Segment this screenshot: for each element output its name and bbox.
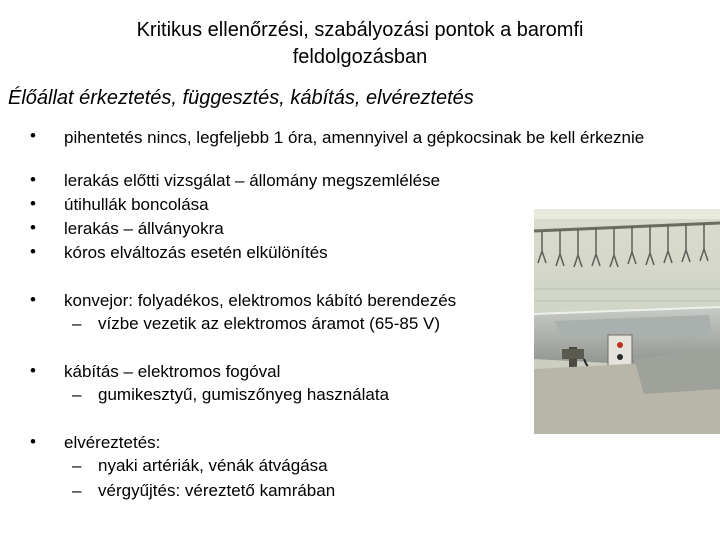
list-item: konvejor: folyadékos, elektromos kábító berendezés: [64, 291, 457, 310]
bullet-marker: •: [30, 194, 36, 213]
sub-item: gumikesztyű, gumiszőnyeg használata: [98, 385, 390, 404]
bullet-marker: •: [30, 170, 36, 189]
list-item: pihentetés nincs, legfeljebb 1 óra, amennyivel a gépkocsinak be kell érkeznie: [64, 128, 645, 147]
list-item: útihullák boncolása: [64, 195, 209, 214]
dash-marker: –: [72, 481, 82, 500]
bullet-marker: •: [30, 432, 36, 451]
dash-marker: –: [72, 314, 82, 333]
bullet-marker: •: [30, 126, 36, 145]
bullet-marker: •: [30, 218, 36, 237]
list-item: elvéreztetés:: [64, 433, 161, 452]
dash-marker: –: [72, 456, 82, 475]
sub-item: vérgyűjtés: véreztető kamrában: [98, 481, 336, 500]
list-item: kóros elváltozás esetén elkülönítés: [64, 243, 328, 262]
sub-item: nyaki artériák, vénák átvágása: [98, 456, 328, 475]
title-line-1: Kritikus ellenőrzési, szabályozási pontok a baromfi: [136, 19, 584, 41]
list-item: kábítás – elektromos fogóval: [64, 362, 281, 381]
bullet-marker: •: [30, 361, 36, 380]
sub-item: vízbe vezetik az elektromos áramot (65-85 V): [98, 314, 441, 333]
bullet-marker: •: [30, 290, 36, 309]
list-item: lerakás előtti vizsgálat – állomány megszemlélése: [64, 171, 441, 190]
equipment-photo: [534, 209, 720, 434]
title-line-2: feldolgozásban: [292, 46, 428, 68]
dash-marker: –: [72, 385, 82, 404]
bullet-marker: •: [30, 242, 36, 261]
slide-subtitle: Élőállat érkeztetés, függesztés, kábítás, elvéreztetés: [8, 87, 474, 109]
list-item: lerakás – állványokra: [64, 219, 224, 238]
